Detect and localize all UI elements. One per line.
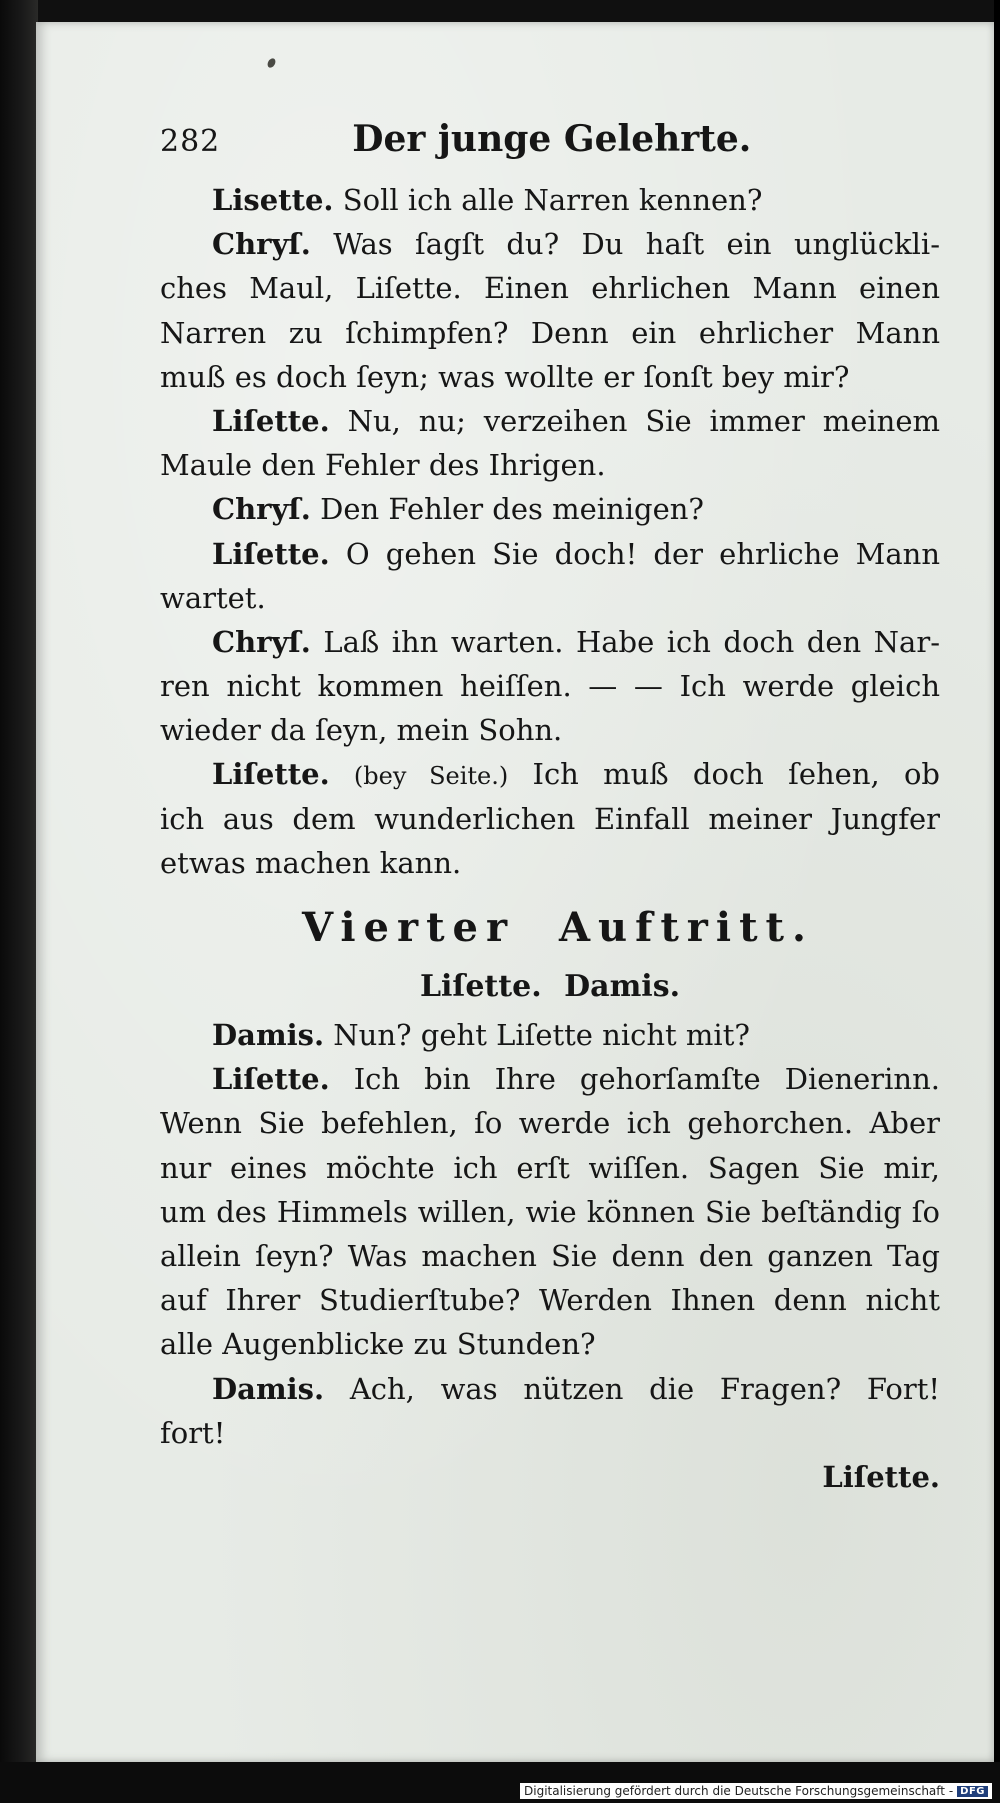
line-text: Narren zu ſchimpfen? Denn ein ehrlicher Mann [160,315,940,350]
text-line [160,1057,940,1101]
speaker-name: Liſette. [212,757,330,792]
digitization-credit [520,1783,992,1799]
catchword: Liſette. [822,1459,940,1494]
running-title: Der junge Gelehrte. [352,118,752,160]
text-line [160,266,940,310]
page-header [160,118,940,178]
line-text: Wenn Sie befehlen, ſo werde ich gehorchen. Aber [160,1106,940,1141]
line-text: nur eines möchte ich erſt wiſſen. Sagen Sie mir, [160,1150,940,1185]
page-number: 282 [160,124,221,159]
speaker-name: Damis. [212,1371,325,1406]
text-line [160,708,940,752]
line-text: alle Augenblicke zu Stunden? [160,1327,596,1362]
text-line [160,487,940,531]
text-line [160,1234,940,1278]
text-line [160,355,940,399]
speaker-name: Liſette. [212,403,330,438]
text-line [160,311,940,355]
text-line [160,1101,940,1145]
speaker-name: Chryſ. [212,227,311,262]
line-text: Was ſagſt du? Du haſt ein unglückli- [333,227,940,262]
text-line [160,222,940,266]
line-text: Nu, nu; verzeihen Sie immer meinem [347,403,940,438]
text-line [160,1367,940,1411]
dfg-logo: DFG [957,1786,988,1797]
line-text: Ich muß doch ſehen, ob [532,757,940,792]
line-text: wieder da ſeyn, mein Sohn. [160,713,563,748]
line-text: Ich bin Ihre gehorſamſte Dienerinn. [353,1062,940,1097]
text-line [160,532,940,576]
line-text: wartet. [160,580,266,615]
text-line [160,841,940,885]
text-line [160,178,940,222]
text-line [160,1322,940,1366]
text-line [160,399,940,443]
line-text: Den Fehler des meinigen? [320,492,704,527]
text-line [160,752,940,796]
line-text: um des Himmels willen, wie können Sie beſtändig ſo [160,1194,940,1229]
scan-edge [994,0,1000,1803]
speaker-name: Damis. [212,1018,325,1052]
speaker-name: Liſette. [212,1062,330,1097]
speaker-name: Lisette. [212,183,334,217]
text-line [160,576,940,620]
line-text: auf Ihrer Studierſtube? Werden Ihnen denn nicht [160,1283,940,1318]
line-text: muß es doch ſeyn; was wollte er ſonſt bey mir? [160,359,850,394]
line-text: ren nicht kommen heiſſen. — — Ich werde gleich [160,669,940,704]
line-text: Maule den Fehler des Ihrigen. [160,448,606,483]
book-spine-shadow [0,0,38,1803]
text-line [160,664,940,708]
text-line [160,797,940,841]
line-text: Ach, was nützen die Fragen? Fort! [349,1371,941,1406]
credit-text: Digitalisierung gefördert durch die Deutsche Forschungsgemeinschaft - [524,1784,954,1798]
scene-title: Vierter Auftritt. [302,904,814,951]
line-text: Laß ihn warten. Habe ich doch den Nar- [323,624,940,659]
line-text: ches Maul, Liſette. Einen ehrlichen Mann einen [160,271,940,306]
text-line [160,1278,940,1322]
text-line [160,620,940,664]
text-line [160,443,940,487]
text-line [160,1411,940,1455]
line-text: O gehen Sie doch! der ehrliche Mann [345,536,940,571]
line-text: fort! [160,1415,226,1450]
text-line [160,1146,940,1190]
text-line [160,1013,940,1057]
line-text: Soll ich alle Narren kennen? [342,183,763,217]
scene-cast: Liſette. Damis. [419,969,681,1004]
line-text: etwas machen kann. [160,845,462,880]
page-text [160,118,940,1499]
speaker-name: Chryſ. [212,492,311,527]
line-text: allein ſeyn? Was machen Sie denn den ganzen Tag [160,1238,940,1273]
speaker-name: Liſette. [212,536,330,571]
stage-direction: (bey Seite.) [353,762,509,791]
speaker-name: Chryſ. [212,624,311,659]
text-line [160,1190,940,1234]
line-text: ich aus dem wunderlichen Einfall meiner Jungfer [160,801,940,836]
line-text: Nun? geht Liſette nicht mit? [333,1018,750,1052]
